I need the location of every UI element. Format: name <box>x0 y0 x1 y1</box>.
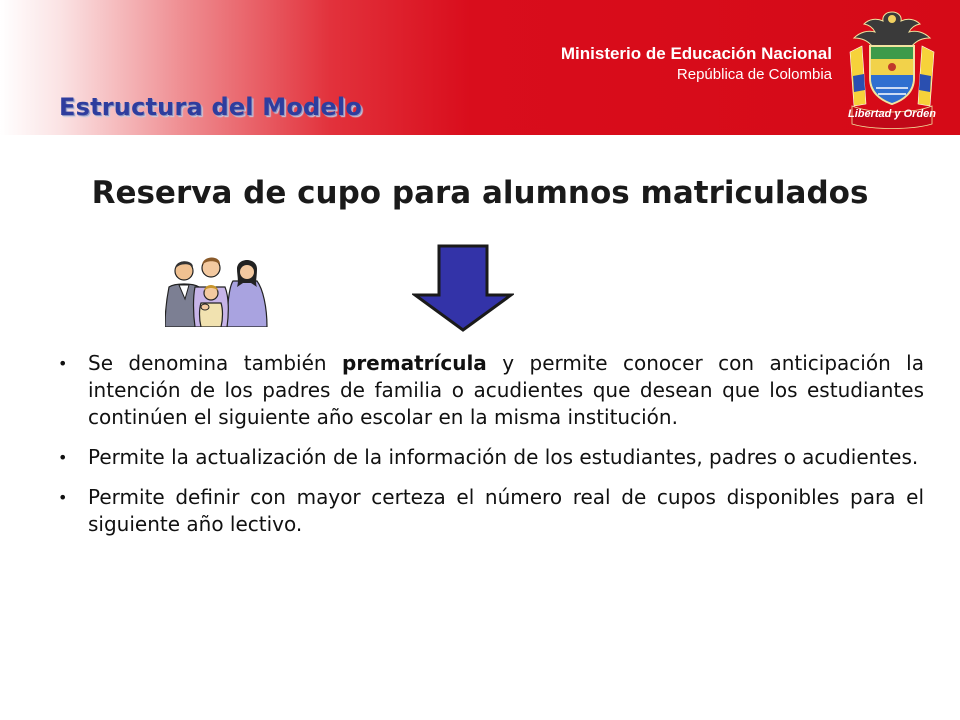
bullet-text-rest: y permite conocer con anticipación la intención de los padres de familia o acudientes que desean que los estudiantes continúen el siguiente año escolar en la misma institución. <box>88 351 924 429</box>
arrow-down-icon <box>412 243 514 333</box>
section-title: Estructura del Modelo <box>59 93 363 121</box>
bullet-keyword: prematrícula <box>342 351 487 375</box>
country-name: República de Colombia <box>676 66 832 83</box>
bullet-dot-icon: • <box>58 488 68 507</box>
bullet-text: Permite definir con mayor certeza el número real de cupos disponibles para el siguiente año lectivo. <box>88 485 924 536</box>
bullet-dot-icon: • <box>58 448 68 467</box>
bullet-item <box>56 444 924 471</box>
bullet-item <box>56 350 924 431</box>
bullet-list <box>56 350 924 551</box>
seal-motto: Libertad y Orden <box>847 108 937 120</box>
ministry-block <box>561 44 832 86</box>
ministry-name: Ministerio de Educación Nacional <box>560 44 832 63</box>
slide-title: Reserva de cupo para alumnos matriculados <box>91 175 869 211</box>
bullet-text: Permite la actualización de la información de los estudiantes, padres o acudientes. <box>88 445 919 469</box>
family-group-icon <box>165 247 273 327</box>
bullet-text-lead: Se denomina también <box>88 351 342 375</box>
bullet-item <box>56 484 924 538</box>
bullet-dot-icon: • <box>58 354 68 373</box>
